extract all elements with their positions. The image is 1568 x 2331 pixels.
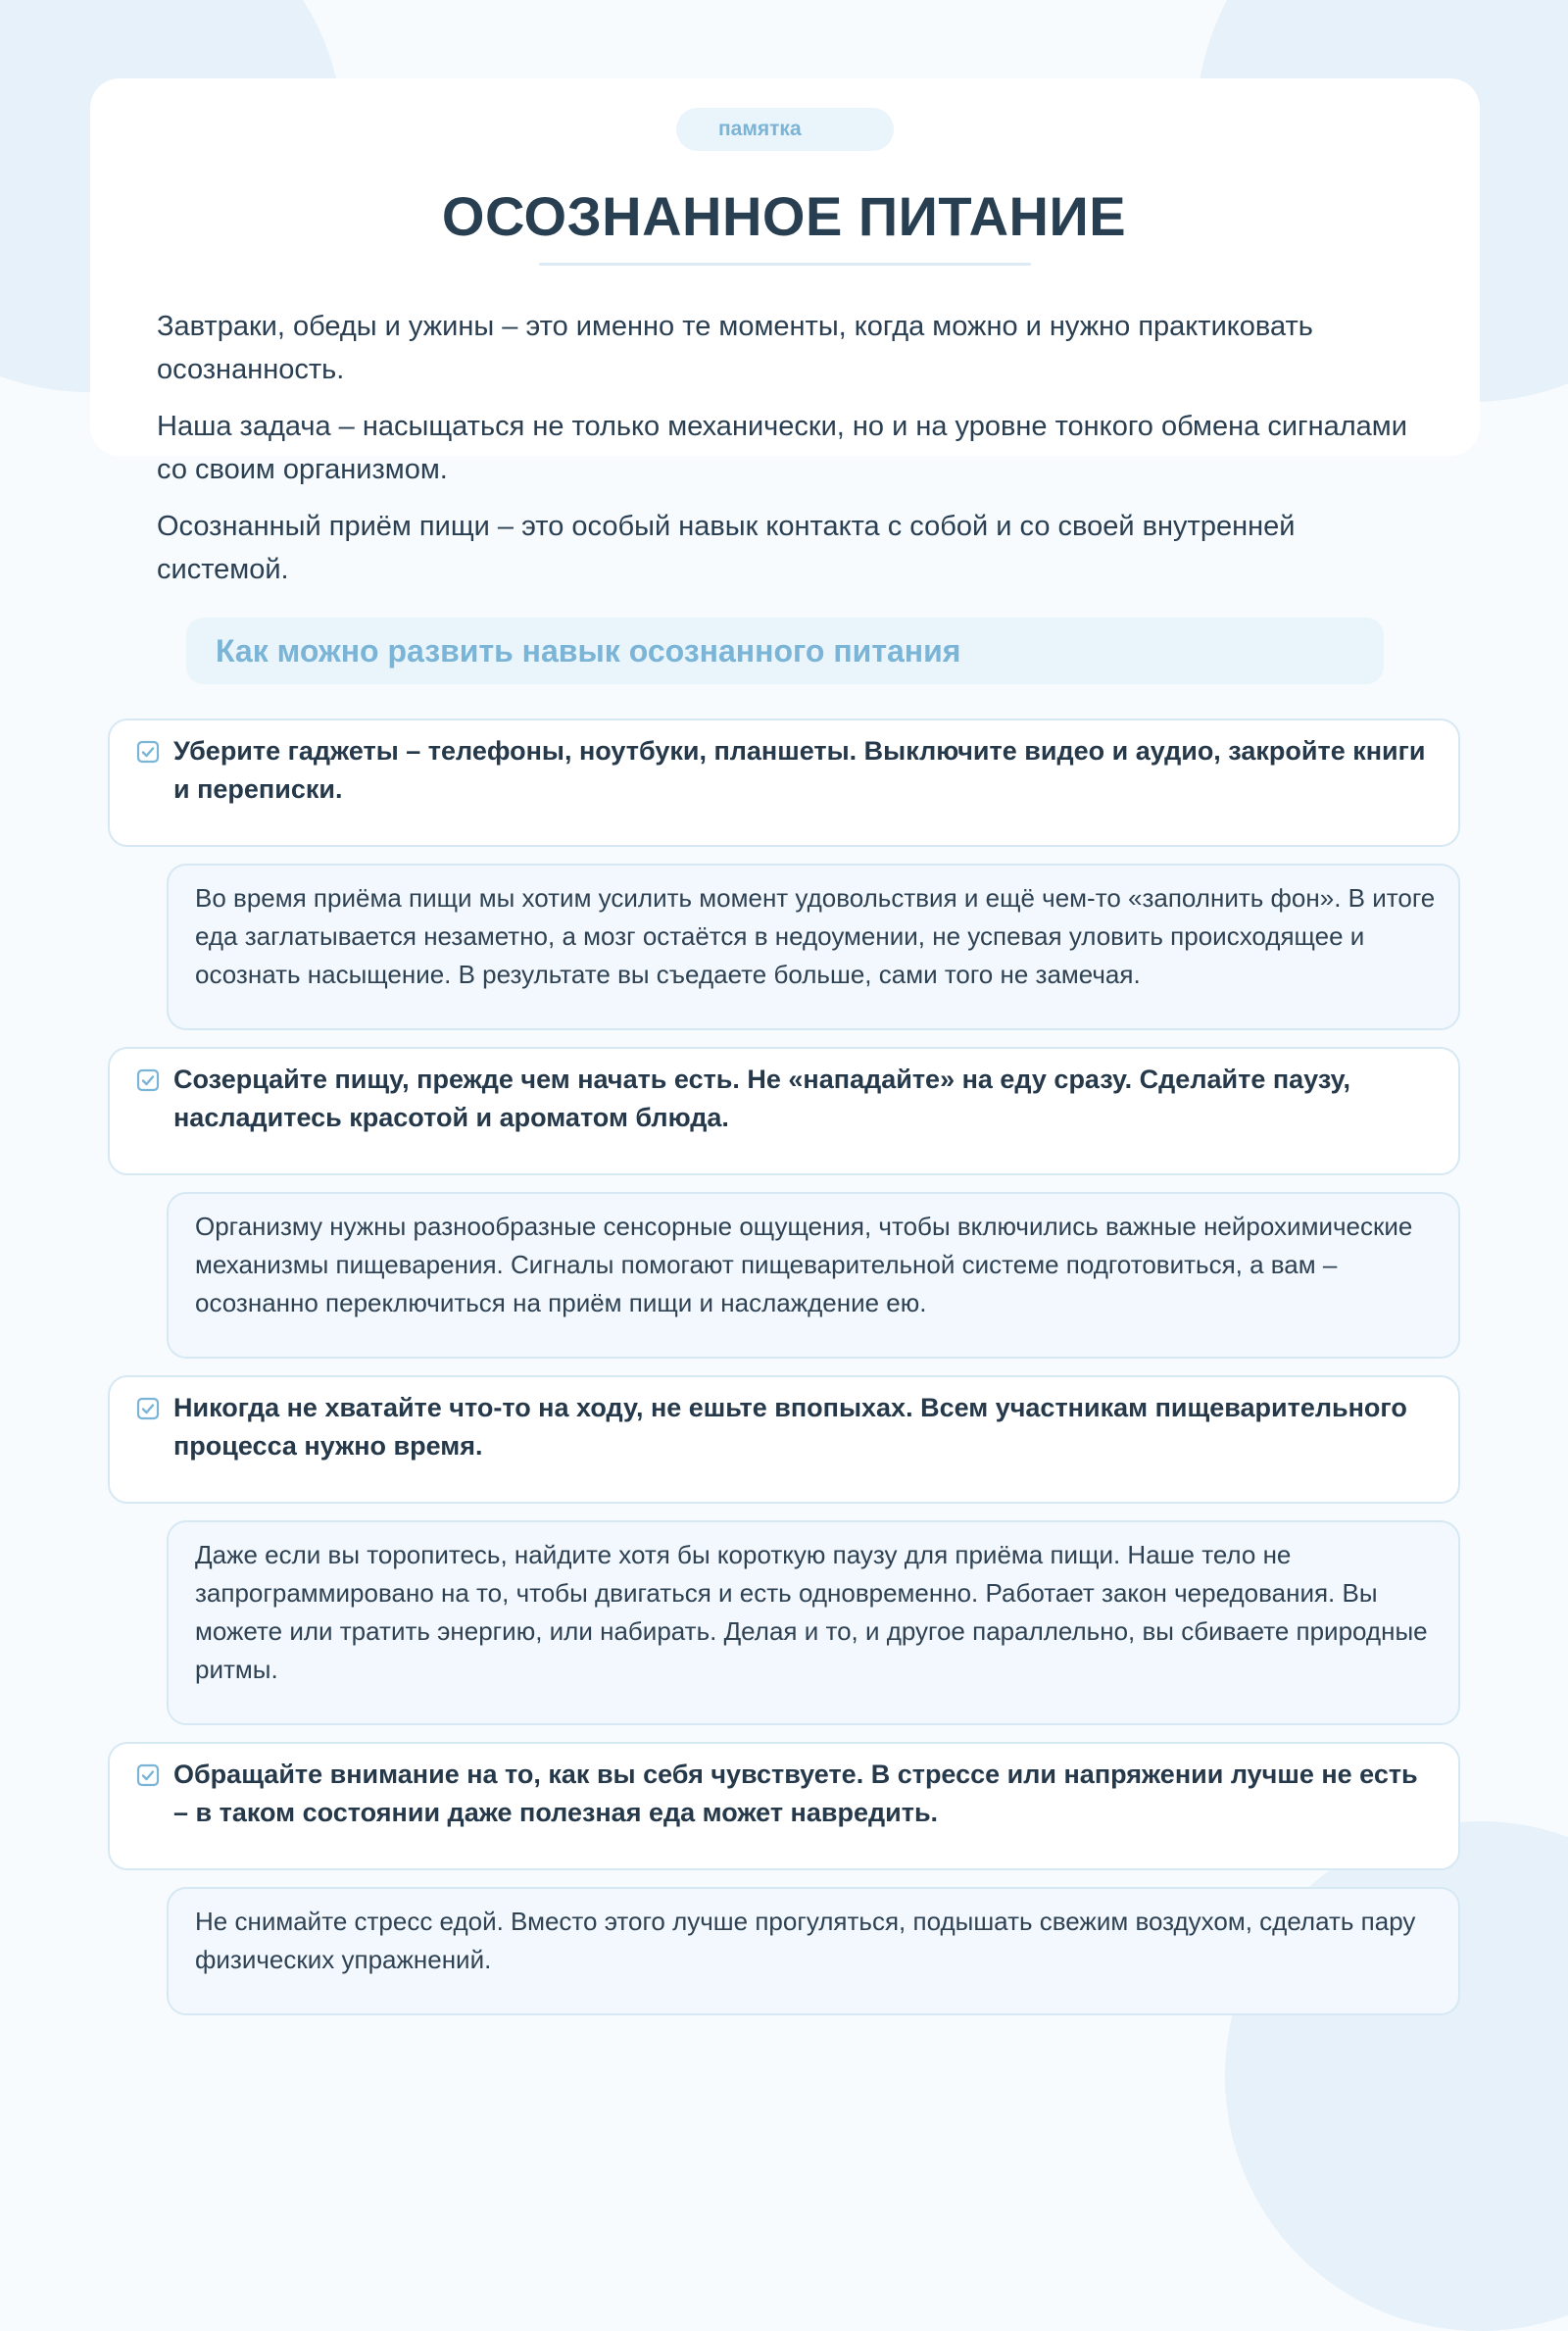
tip-card — [108, 1742, 1460, 1870]
tip-card — [108, 1375, 1460, 1504]
intro-paragraph: Наша задача – насыщаться не только механически, но и на уровне тонкого обмена сигналами со своим организмом. — [157, 411, 1407, 485]
tip-title: Обращайте внимание на то, как вы себя чувствуете. В стрессе или напряжении лучше не есть – в таком состоянии даже полезная еда может навредить. — [173, 1760, 1418, 1827]
section-heading: Как можно развить навык осознанного питания — [186, 618, 1384, 684]
tip-explanation: Не снимайте стресс едой. Вместо этого лучше прогуляться, подышать свежим воздухом, сделать пару физических упражнений. — [195, 1907, 1416, 1974]
tip-explanation-card — [167, 864, 1460, 1030]
page-title: ОСОЗНАННОЕ ПИТАНИЕ — [441, 185, 1127, 247]
tip-explanation-card — [167, 1887, 1460, 2015]
intro-paragraph: Завтраки, обеды и ужины – это именно те моменты, когда можно и нужно практиковать осознанность. — [157, 311, 1313, 385]
tip-explanation: Во время приёма пищи мы хотим усилить момент удовольствия и ещё чем-то «заполнить фон». В итоге еда заглатывается незаметно, а мозг остаётся в недоумении, не успевая уловить происходящее и осознать насыщение. В результате вы съедаете больше, сами того не замечая. — [195, 883, 1436, 989]
checkbox-checked-icon — [136, 740, 160, 764]
tip-title: Созерцайте пищу, прежде чем начать есть. Не «нападайте» на еду сразу. Сделайте паузу, насладитесь красотой и ароматом блюда. — [173, 1065, 1351, 1132]
intro-paragraph: Осознанный приём пищи – это особый навык контакта с собой и со своей внутренней системой. — [157, 511, 1296, 585]
tip-explanation: Организму нужны разнообразные сенсорные ощущения, чтобы включились важные нейрохимические механизмы пищеварения. Сигналы помогают пищеварительной системе подготовиться, а вам – осознанно переключиться на приём пищи и наслаждение ею. — [195, 1212, 1413, 1317]
tip-title: Никогда не хватайте что-то на ходу, не ешьте впопыхах. Всем участникам пищеварительного процесса нужно время. — [173, 1393, 1407, 1461]
tip-card — [108, 1047, 1460, 1175]
tip-explanation-card — [167, 1520, 1460, 1725]
tip-explanation-card — [167, 1192, 1460, 1359]
tip-explanation: Даже если вы торопитесь, найдите хотя бы короткую паузу для приёма пищи. Наше тело не запрограммировано на то, чтобы двигаться и есть одновременно. Работает закон чередования. Вы можете или тратить энергию, или набирать. Делая и то, и другое параллельно, вы сбиваете природные ритмы. — [195, 1540, 1428, 1684]
checkbox-checked-icon — [136, 1397, 160, 1420]
title-underline — [539, 263, 1031, 266]
tip-title: Уберите гаджеты – телефоны, ноутбуки, планшеты. Выключите видео и аудио, закройте книги и переписки. — [173, 736, 1426, 804]
checkbox-checked-icon — [136, 1068, 160, 1092]
checkbox-checked-icon — [136, 1763, 160, 1787]
memo-badge: памятка — [676, 108, 894, 151]
tip-card — [108, 719, 1460, 847]
